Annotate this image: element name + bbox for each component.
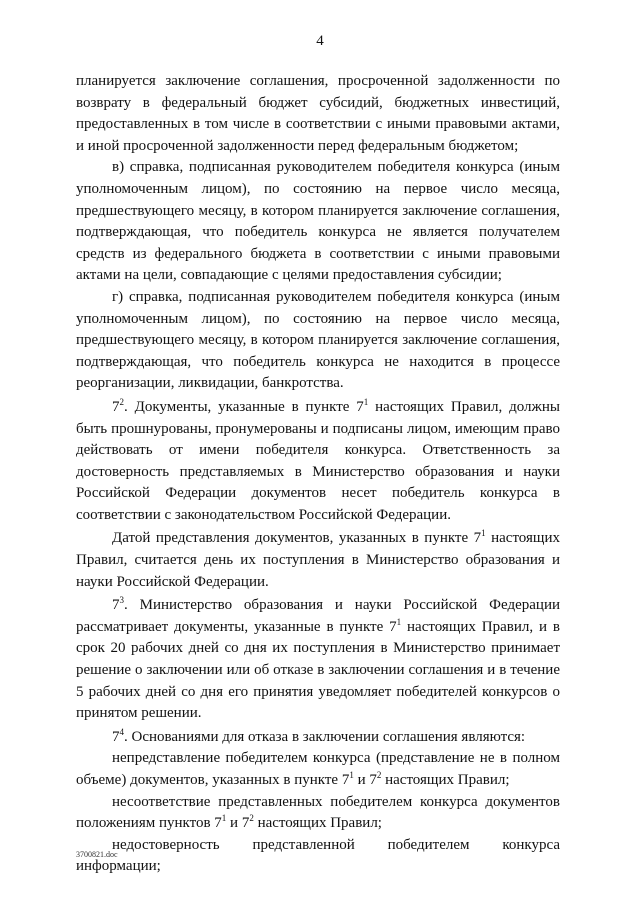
file-name-footer: 3700821.doc xyxy=(76,850,118,859)
text-run: настоящих Правил, и в срок 20 рабочих дней со дня их поступления в Министерство принимает решение о заключении или об отказе в заключении соглашения и в течение 5 рабочих дней со дня его принятия уведомляет победителей конкурсов о принятом решении. xyxy=(76,618,560,722)
clause-superscript: 4 xyxy=(119,726,124,737)
text-run: и 7 xyxy=(226,815,250,832)
reference-superscript: 2 xyxy=(249,813,254,824)
paragraph-refusal-ground-1 xyxy=(76,748,560,791)
text-run: несоответствие представленных победителем конкурса документов положениям пунктов 7 xyxy=(76,793,560,832)
paragraph-continuation: планируется заключение соглашения, просроченной задолженности по возврату в федеральный бюджет субсидий, бюджетных инвестиций, предоставленных в том числе в соответствии с иными правовыми актами, и иной просроченной задолженности перед федеральным бюджетом; xyxy=(76,73,560,154)
paragraph-clause-7-4 xyxy=(76,727,560,749)
text-run: Датой представления документов, указанных в пункте 7 xyxy=(112,530,482,547)
reference-superscript: 1 xyxy=(363,396,369,407)
paragraph-clause-7-2 xyxy=(76,397,560,527)
text-run: настоящих Правил; xyxy=(253,815,382,832)
text-run: настоящих Правил, считается день их поступления в Министерство образования и науки Российской Федерации. xyxy=(76,530,560,590)
reference-superscript: 1 xyxy=(349,770,354,780)
paragraph-submission-date xyxy=(76,528,560,593)
text-run: . Документы, указанные в пункте 7 xyxy=(124,398,364,415)
paragraph-refusal-ground-2 xyxy=(76,792,560,835)
clause-number: 7 xyxy=(112,728,120,745)
document-body xyxy=(76,71,560,878)
text-run: . Основаниями для отказа в заключении соглашения являются: xyxy=(124,728,526,745)
paragraph-item-v: в) справка, подписанная руководителем победителя конкурса (иным уполномоченным лицом), по состоянию на первое число месяца, предшествующего месяцу, в котором планируется заключение соглашения, подтверждающая, что победитель конкурса не является получателем средств из федерального бюджета в соответствии с иными правовыми актами на цели, совпадающие с целями предоставления субсидии; xyxy=(76,159,560,284)
text-run: непредставление победителем конкурса (представление не в полном объеме) документов, указанных в пункте 7 xyxy=(76,750,560,788)
paragraph-item-g: г) справка, подписанная руководителем победителя конкурса (иным уполномоченным лицом), по состоянию на первое число месяца, предшествующего месяцу, в котором планируется заключение соглашения, подтверждающая, что победитель конкурса не находится в процессе реорганизации, ликвидации, банкротства. xyxy=(76,288,560,392)
clause-superscript: 2 xyxy=(119,396,124,407)
reference-superscript: 1 xyxy=(221,813,227,824)
page-number: 4 xyxy=(316,33,324,49)
text-run: . Министерство образования и науки Российской Федерации рассматривает документы, указанные в пункте 7 xyxy=(76,597,560,635)
reference-superscript: 2 xyxy=(376,770,382,780)
reference-superscript: 1 xyxy=(396,616,402,627)
text-run: настоящих Правил; xyxy=(381,772,510,788)
text-run: настоящих Правил, должны быть прошнурованы, пронумерованы и подписаны лицом, имеющим право действовать от имени победителя конкурса. Ответственность за достоверность представляемых в Министерство образования и науки Российской Федерации документов несет победитель конкурса в соответствии с законодательством Российской Федерации. xyxy=(76,398,560,523)
paragraph-refusal-ground-3: недостоверность представленной победителем конкурса информации; xyxy=(76,836,560,875)
paragraph-clause-7-3 xyxy=(76,595,560,725)
clause-number: 7 xyxy=(112,398,120,415)
clause-superscript: 3 xyxy=(119,595,124,606)
clause-number: 7 xyxy=(112,597,120,614)
reference-superscript: 1 xyxy=(481,528,486,539)
text-run: и 7 xyxy=(353,772,377,788)
